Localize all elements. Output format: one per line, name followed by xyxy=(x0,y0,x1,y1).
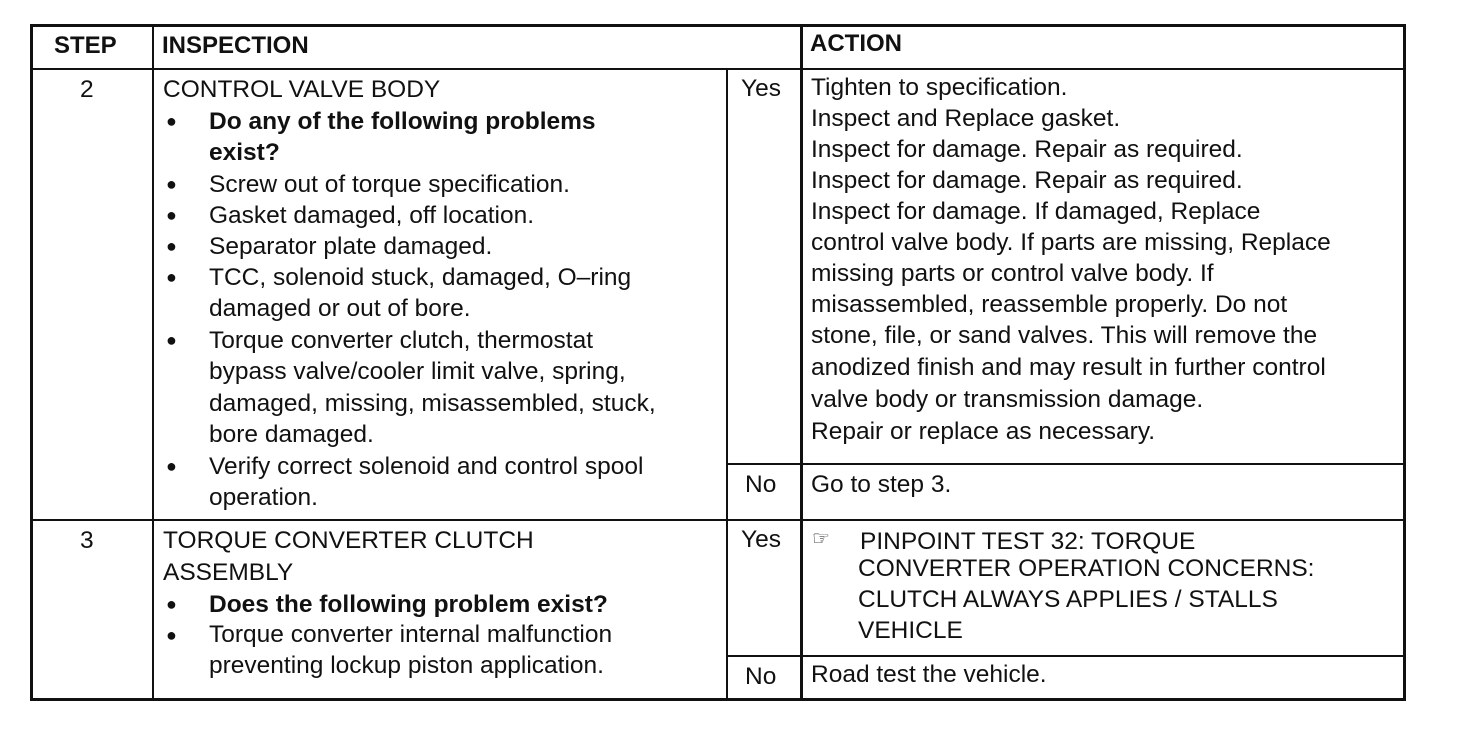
inspection-title: CONTROL VALVE BODY xyxy=(163,76,441,103)
action-line: Inspect for damage. If damaged, Replace xyxy=(811,198,1261,225)
action-line: control valve body. If parts are missing, Replace xyxy=(811,229,1331,256)
yes-label: Yes xyxy=(741,75,781,102)
action-line: Inspect and Replace gasket. xyxy=(811,105,1121,132)
table-border-left xyxy=(30,24,33,701)
inspection-item: Gasket damaged, off location. xyxy=(209,202,535,229)
bullet-icon: ● xyxy=(166,456,177,476)
inspection-title: ASSEMBLY xyxy=(163,559,294,586)
inspection-question: Do any of the following problems xyxy=(209,108,596,135)
inspection-item: Torque converter clutch, thermostat xyxy=(209,327,594,354)
yes-no-divider-row3 xyxy=(726,655,1406,657)
pinpoint-test-line: CLUTCH ALWAYS APPLIES / STALLS xyxy=(858,586,1278,613)
action-line: Repair or replace as necessary. xyxy=(811,418,1156,445)
inspection-item: TCC, solenoid stuck, damaged, O–ring xyxy=(209,264,632,291)
inspection-item: bore damaged. xyxy=(209,421,374,448)
pointing-hand-icon: ☞ xyxy=(812,528,830,550)
step-column-divider xyxy=(152,24,154,701)
inspection-title: TORQUE CONVERTER CLUTCH xyxy=(163,527,534,554)
yes-no-divider-row2 xyxy=(726,463,1406,465)
bullet-icon: ● xyxy=(166,330,177,350)
inspection-item: Screw out of torque specification. xyxy=(209,171,570,198)
inspection-item: operation. xyxy=(209,484,318,511)
action-column-divider xyxy=(800,24,803,701)
bullet-icon: ● xyxy=(166,174,177,194)
no-label: No xyxy=(745,663,777,690)
header-bottom-line xyxy=(30,68,1406,70)
no-action: Road test the vehicle. xyxy=(811,661,1047,688)
action-line: missing parts or control valve body. If xyxy=(811,260,1214,287)
bullet-icon: ● xyxy=(166,625,177,645)
step-number: 2 xyxy=(80,76,94,103)
inspection-item: Torque converter internal malfunction xyxy=(209,621,613,648)
action-line: stone, file, or sand valves. This will remove the xyxy=(811,322,1318,349)
bullet-icon: ● xyxy=(166,205,177,225)
table-border-bottom xyxy=(30,698,1406,701)
no-label: No xyxy=(745,471,777,498)
inspection-question: Does the following problem exist? xyxy=(209,591,608,618)
row-divider xyxy=(30,519,1406,521)
table-border-top xyxy=(30,24,1406,27)
inspection-question: exist? xyxy=(209,139,280,166)
bullet-icon: ● xyxy=(166,267,177,287)
header-inspection: INSPECTION xyxy=(162,32,309,59)
action-line: valve body or transmission damage. xyxy=(811,386,1204,413)
step-number: 3 xyxy=(80,527,94,554)
header-step: STEP xyxy=(54,32,117,59)
action-line: anodized finish and may result in further control xyxy=(811,354,1326,381)
inspection-item: Separator plate damaged. xyxy=(209,233,493,260)
yes-label: Yes xyxy=(741,526,781,553)
pinpoint-test-line: PINPOINT TEST 32: TORQUE xyxy=(860,528,1196,555)
inspection-item: damaged, missing, misassembled, stuck, xyxy=(209,390,656,417)
yes-no-column-divider xyxy=(726,68,728,701)
action-line: Inspect for damage. Repair as required. xyxy=(811,167,1243,194)
table-border-right xyxy=(1403,24,1406,701)
pinpoint-test-line: CONVERTER OPERATION CONCERNS: xyxy=(858,555,1315,582)
inspection-item: damaged or out of bore. xyxy=(209,295,471,322)
bullet-icon: ● xyxy=(166,111,177,131)
action-line: Inspect for damage. Repair as required. xyxy=(811,136,1243,163)
inspection-item: bypass valve/cooler limit valve, spring, xyxy=(209,358,626,385)
header-action: ACTION xyxy=(810,30,902,57)
pinpoint-test-line: VEHICLE xyxy=(858,617,963,644)
no-action: Go to step 3. xyxy=(811,471,952,498)
bullet-icon: ● xyxy=(166,594,177,614)
action-line: misassembled, reassemble properly. Do not xyxy=(811,291,1288,318)
bullet-icon: ● xyxy=(166,236,177,256)
action-line: Tighten to specification. xyxy=(811,74,1068,101)
inspection-item: Verify correct solenoid and control spool xyxy=(209,453,644,480)
inspection-item: preventing lockup piston application. xyxy=(209,652,604,679)
